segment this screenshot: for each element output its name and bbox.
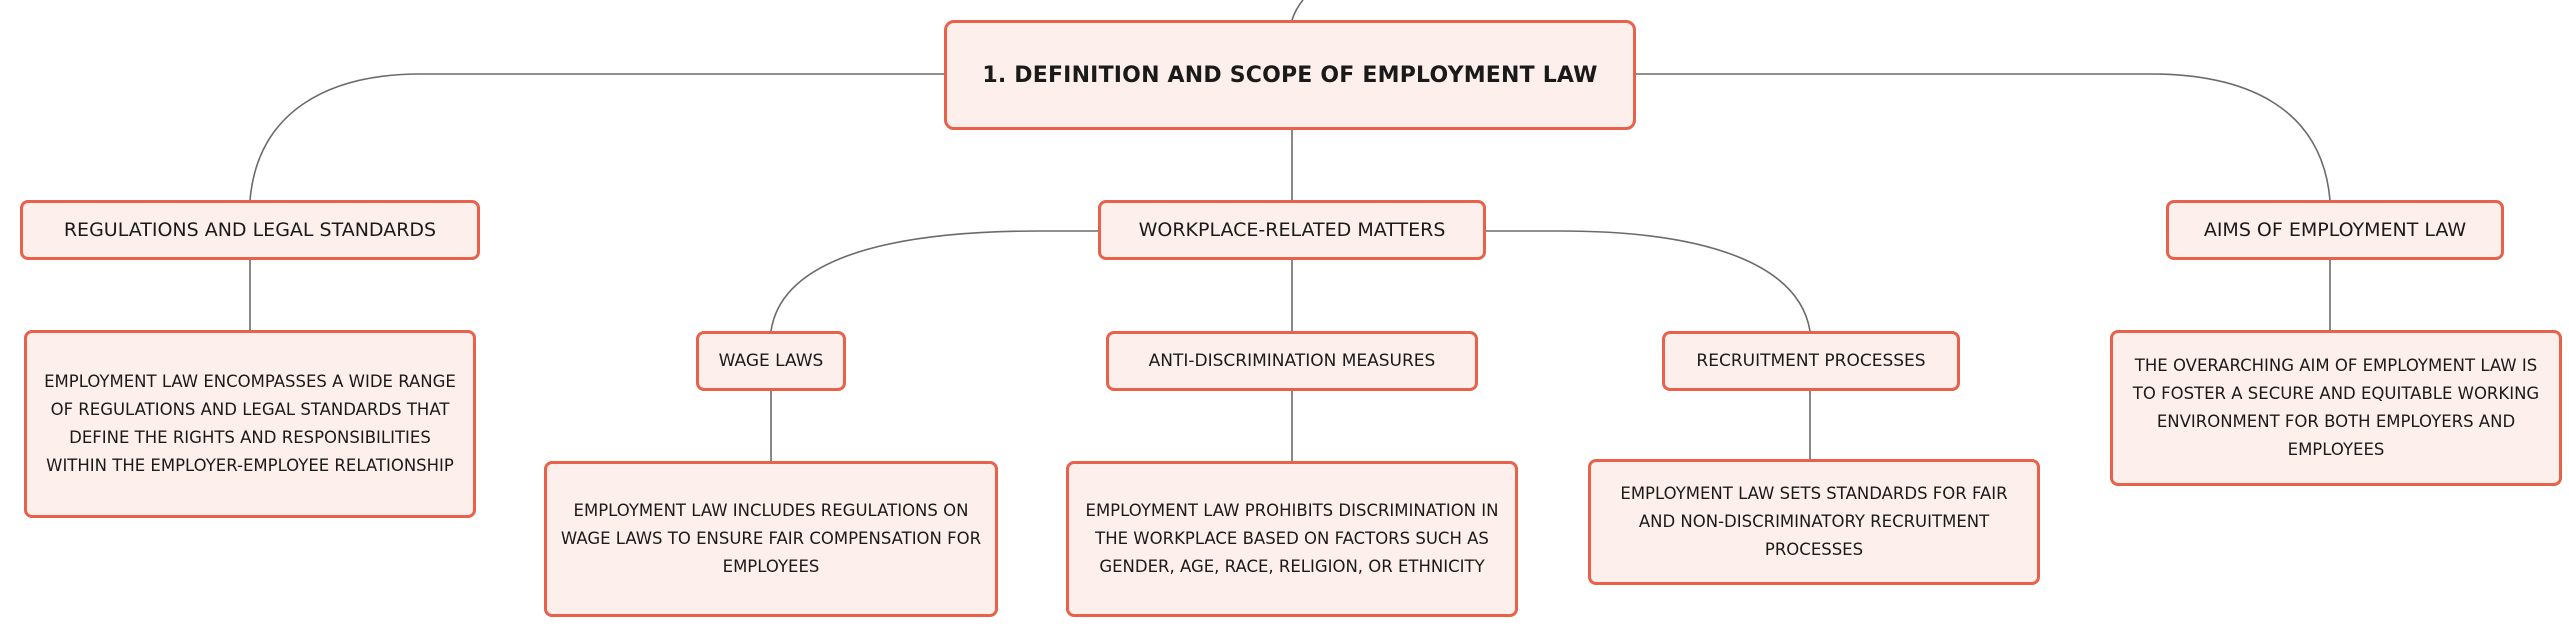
detail-node-regulations[interactable]: [24, 330, 476, 518]
branch-node-workplace-label: WORKPLACE-RELATED MATTERS: [1138, 219, 1446, 241]
connector-root-to-regulations: [250, 74, 944, 200]
detail-node-wage-laws[interactable]: [544, 461, 998, 617]
topic-node-anti-discrimination-label: ANTI-DISCRIMINATION MEASURES: [1148, 351, 1436, 371]
detail-node-recruitment-text: EMPLOYMENT LAW SETS STANDARDS FOR FAIR AND NON-DISCRIMINATORY RECRUITMENT PROCESSES: [1620, 484, 2008, 559]
connector-root-to-aims: [1636, 74, 2330, 200]
detail-node-aims-text: THE OVERARCHING AIM OF EMPLOYMENT LAW IS TO FOSTER A SECURE AND EQUITABLE WORKING ENVIRONMENT FOR BOTH EMPLOYERS AND EMPLOYEES: [2132, 356, 2540, 459]
detail-node-anti-discrimination[interactable]: [1066, 461, 1518, 617]
detail-node-anti-discrimination-text: EMPLOYMENT LAW PROHIBITS DISCRIMINATION IN THE WORKPLACE BASED ON FACTORS SUCH AS GENDER, AGE, RACE, RELIGION, OR ETHNICITY: [1085, 501, 1499, 576]
detail-node-regulations-text: EMPLOYMENT LAW ENCOMPASSES A WIDE RANGE OF REGULATIONS AND LEGAL STANDARDS THAT DEFINE THE RIGHTS AND RESPONSIBILITIES WITHIN THE EMPLOYER-EMPLOYEE RELATIONSHIP: [44, 372, 456, 475]
branch-node-aims-label: AIMS OF EMPLOYMENT LAW: [2203, 219, 2467, 241]
branch-node-aims[interactable]: [2166, 200, 2504, 260]
detail-node-recruitment[interactable]: [1588, 459, 2040, 585]
topic-node-recruitment[interactable]: [1662, 331, 1960, 391]
detail-node-aims[interactable]: [2110, 330, 2562, 486]
branch-node-regulations[interactable]: [20, 200, 480, 260]
topic-node-wage-laws[interactable]: [696, 331, 846, 391]
root-node-label: 1. DEFINITION AND SCOPE OF EMPLOYMENT LAW: [982, 62, 1598, 88]
topic-node-wage-laws-label: WAGE LAWS: [718, 351, 824, 371]
connector-workplace-to-recruitment: [1486, 231, 1810, 331]
detail-node-wage-laws-text: EMPLOYMENT LAW INCLUDES REGULATIONS ON WAGE LAWS TO ENSURE FAIR COMPENSATION FOR EMPLOYEES: [560, 501, 982, 576]
topic-node-anti-discrimination[interactable]: [1106, 331, 1478, 391]
branch-node-workplace[interactable]: [1098, 200, 1486, 260]
root-node[interactable]: [944, 20, 1636, 130]
connector-workplace-to-wage: [771, 231, 1098, 331]
connector-parent-to-root: [1292, 0, 1303, 20]
branch-node-regulations-label: REGULATIONS AND LEGAL STANDARDS: [63, 219, 437, 241]
topic-node-recruitment-label: RECRUITMENT PROCESSES: [1696, 351, 1926, 371]
